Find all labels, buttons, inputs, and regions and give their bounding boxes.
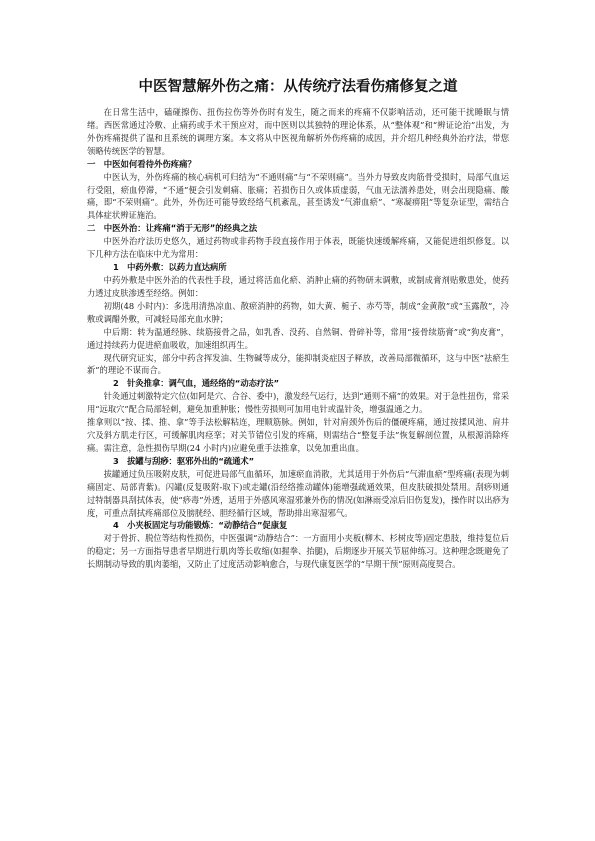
section1-paragraph: 中医认为，外伤疼痛的核心病机可归结为“不通则痛”与“不荣则痛”。当外力导致皮肉筋骨受损时，局部气血运行受阻，瘀血停滞，“不通”便会引发刺痛、胀痛；若损伤日久或体质虚弱，气血无法濡养患处，则会出现隐痛、酸痛，即“不荣则痛”。此外，外伤还可能导致经络气机紊乱，甚至诱发“气滞血瘀”、“寒凝痹阻”等复杂证型，需结合具体症状辨证施治。 [87, 171, 509, 221]
article-title: 中医智慧解外伤之痛：从传统疗法看伤痛修复之道 [138, 79, 458, 95]
subsection-heading-acupuncture: 2 针灸推拿：调气血，通经络的“动态疗法” [113, 378, 280, 389]
section-heading-2: 二 中医外治：让疼痛“消于无形”的经典之法 [87, 223, 258, 234]
splint-paragraph: 对于骨折、脱位等结构性损伤，中医强调“动静结合”：一方面用小夹板(柳木、杉树皮等)固定患肢，维持复位后的稳定；另一方面指导患者早期进行肌肉等长收缩(如握拳、抬腿)，后期逐步开展关节屈伸练习。这种理念既避免了长期制动导致的肌肉萎缩，又防止了过度活动影响愈合，与现代康复医学的“早期干预”原则高度契合。 [87, 533, 509, 570]
massage-paragraph: 推拿则以“按、揉、推、拿”等手法松解粘连，理顺筋脉。例如，针对肩颈外伤后的僵硬疼痛，通过按揉风池、肩井穴及斜方肌走行区，可缓解肌肉痉挛；对关节错位引发的疼痛，则需结合“整复手法”恢复解剖位置，从根源消除疼痛。需注意，急性损伤早期(24 小时内)应避免重手法推拿，以免加重出血。 [87, 417, 509, 453]
acupuncture-paragraph: 针灸通过刺激特定穴位(如阿是穴、合谷、委中)，激发经气运行，达到“通则不痛”的效果。对于急性扭伤，常采用“远取穴”配合局部轻刺，避免加重肿胀；慢性劳损则可加用电针或温针灸，增强温通之力。 [87, 391, 509, 415]
herbal-mid-stage-paragraph: 中后期：转为温通经脉、续筋接骨之品，如乳香、没药、自然铜、骨碎补等，常用“接骨续筋膏”或“狗皮膏”，通过持续药力促进瘀血吸收，加速组织再生。 [87, 326, 509, 350]
subsection-heading-herbal: 1 中药外敷：以药力直达病所 [113, 262, 227, 273]
article [87, 78, 509, 571]
herbal-early-stage-paragraph: 初期(48 小时内)：多选用清热凉血、散瘀消肿的药物，如大黄、栀子、赤芍等，制成“金黄散”或“玉露散”，冷敷或调醋外敷，可减轻局部充血水肿； [87, 300, 509, 324]
herbal-paragraph: 中药外敷是中医外治的代表性手段，通过将活血化瘀、消肿止痛的药物研末调敷，或制成膏剂贴敷患处，使药力透过皮肤渗透至经络。例如： [87, 275, 509, 298]
section-heading-1: 一 中医如何看待外伤疼痛？ [87, 158, 196, 169]
intro-paragraph: 在日常生活中，磕碰擦伤、扭伤拉伤等外伤时有发生，随之而来的疼痛不仅影响活动，还可能干扰睡眠与情绪。西医常通过冷敷、止痛药或手术干预应对，而中医则以其独特的理论体系，从“整体观”和“辨证论治”出发，为外伤疼痛提供了温和且系统的调理方案。本文将从中医视角解析外伤疼痛的成因，并介绍几种经典外治疗法，带您领略传统医学的智慧。 [87, 107, 509, 156]
herbal-modern-research-paragraph: 现代研究证实，部分中药含挥发油、生物碱等成分，能抑制炎症因子释放，改善局部微循环，这与中医“祛瘀生新”的理论不谋而合。 [87, 352, 509, 376]
subsection-heading-cupping: 3 拔罐与刮痧：驱邪外出的“疏通术” [113, 455, 255, 466]
subsection-heading-splint: 4 小夹板固定与功能锻炼：“动静结合”促康复 [113, 520, 288, 531]
section2-intro-paragraph: 中医外治疗法历史悠久，通过药物或非药物手段直接作用于体表，既能快速缓解疼痛，又能促进组织修复。以下几种方法在临床中尤为常用： [87, 236, 509, 260]
cupping-paragraph: 拔罐通过负压吸附皮肤，可促进局部气血循环，加速瘀血消散，尤其适用于外伤后“气滞血瘀”型疼痛(表现为刺痛固定、局部青紫)。闪罐(反复吸附-取下)或走罐(沿经络推动罐体)能增强疏通效果，但皮肤破损处禁用。刮痧则通过特制器具刮拭体表，使“痧毒”外透，适用于外感风寒湿邪兼外伤的情况(如淋雨受凉后旧伤复发)，操作时以出痧为度，可重点刮拭疼痛部位及膀胱经、胆经循行区域，帮助排出寒湿邪气。 [87, 468, 509, 518]
